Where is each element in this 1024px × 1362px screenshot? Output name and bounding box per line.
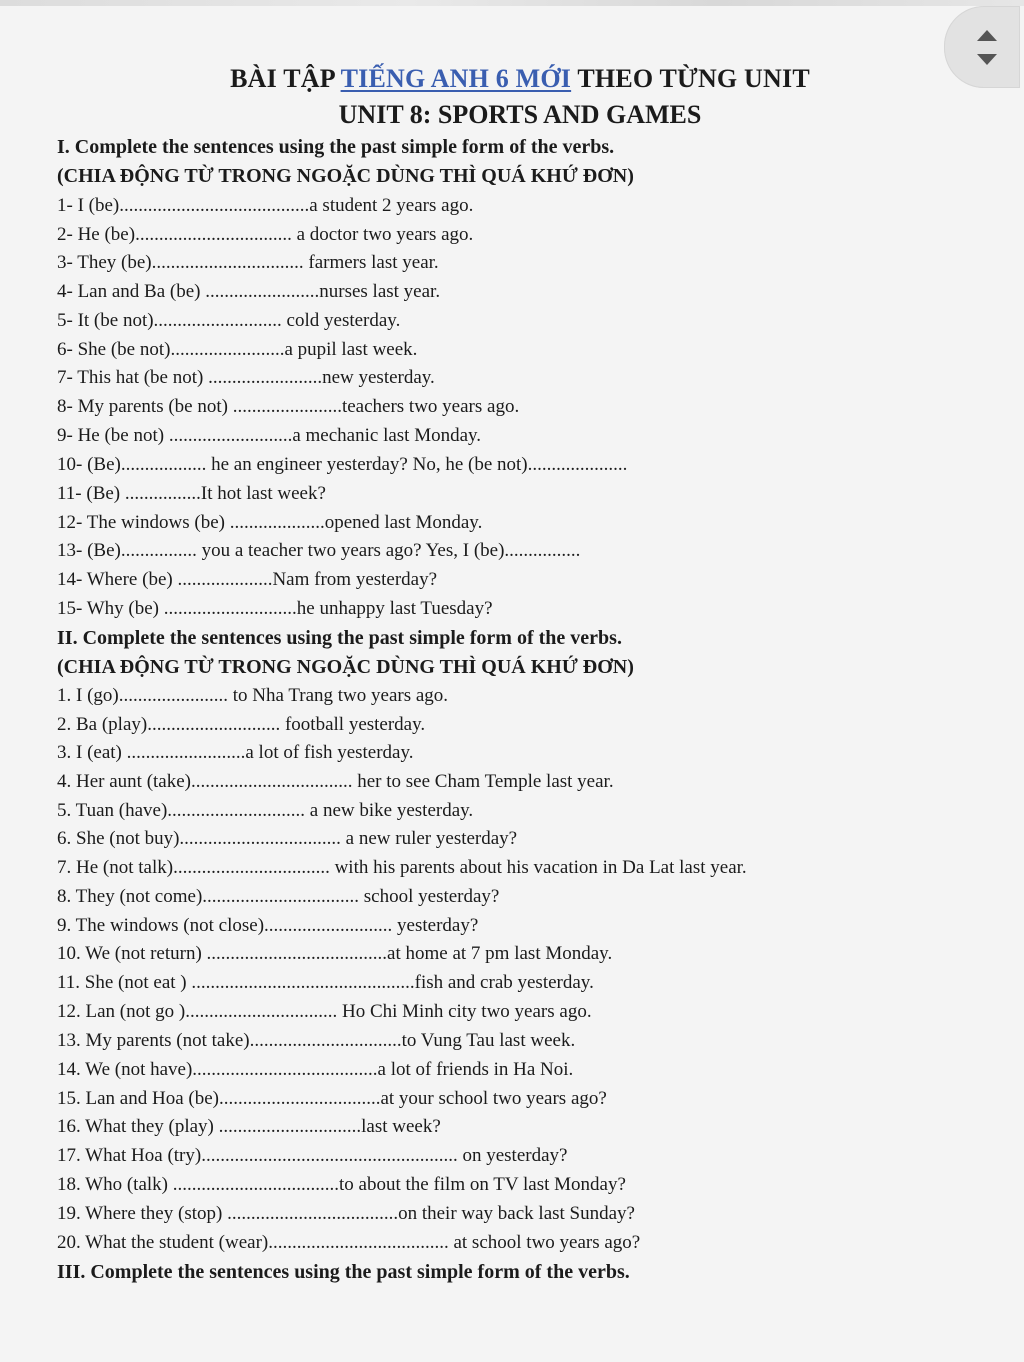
exercise-2-item: 7. He (not talk)................................. with his parents about his vacation in Da Lat last year. — [57, 857, 747, 878]
exercise-2-item: 19. Where they (stop) ....................................on their way back last Sunday? — [57, 1203, 635, 1224]
exercise-1-item: 15- Why (be) ............................he unhappy last Tuesday? — [57, 598, 493, 619]
exercise-2-item: 9. The windows (not close)........................... yesterday? — [57, 915, 479, 936]
section-2-heading: II. Complete the sentences using the past simple form of the verbs. — [57, 627, 622, 649]
exercise-2-item: 12. Lan (not go )................................ Ho Chi Minh city two years ago. — [57, 1001, 592, 1022]
exercise-1-item: 13- (Be)................ you a teacher two years ago? Yes, I (be)................ — [57, 540, 581, 561]
exercise-1-item: 7- This hat (be not) ........................new yesterday. — [57, 367, 435, 388]
title-suffix: THEO TỪNG UNIT — [571, 64, 810, 93]
exercise-2-item: 4. Her aunt (take).................................. her to see Cham Temple last year. — [57, 771, 614, 792]
exercise-2-item: 16. What they (play) ..............................last week? — [57, 1116, 441, 1137]
section-1-heading-vi: (CHIA ĐỘNG TỪ TRONG NGOẶC DÙNG THÌ QUÁ KHỨ ĐƠN) — [57, 165, 634, 187]
exercise-2-item: 8. They (not come)................................. school yesterday? — [57, 886, 500, 907]
exercise-1-item: 2- He (be)................................. a doctor two years ago. — [57, 224, 474, 245]
section-1-heading: I. Complete the sentences using the past simple form of the verbs. — [57, 136, 615, 158]
exercise-1-item: 3- They (be)................................ farmers last year. — [57, 252, 439, 273]
exercise-1-item: 9- He (be not) ..........................a mechanic last Monday. — [57, 425, 482, 446]
exercise-2-item: 2. Ba (play)............................ football yesterday. — [57, 714, 426, 735]
exercise-2-item: 3. I (eat) .........................a lot of fish yesterday. — [57, 742, 414, 763]
exercise-2-item: 11. She (not eat ) ...............................................fish and crab yesterday. — [57, 972, 594, 993]
exercise-1-item: 6- She (be not)........................a pupil last week. — [57, 339, 418, 360]
exercise-2-item: 15. Lan and Hoa (be)..................................at your school two years ago? — [57, 1088, 607, 1109]
exercise-2-item: 14. We (not have).......................................a lot of friends in Ha Noi. — [57, 1059, 574, 1080]
exercise-2-item: 5. Tuan (have)............................. a new bike yesterday. — [57, 800, 474, 821]
scroll-up-arrow-icon[interactable] — [977, 30, 997, 41]
exercise-1-item: 4- Lan and Ba (be) ........................nurses last year. — [57, 281, 441, 302]
exercise-2-item: 13. My parents (not take)................................to Vung Tau last week. — [57, 1030, 576, 1051]
exercise-2-item: 18. Who (talk) ...................................to about the film on TV last Monday? — [57, 1174, 626, 1195]
section-3-heading: III. Complete the sentences using the past simple form of the verbs. — [57, 1261, 630, 1283]
top-edge-strip — [0, 0, 1024, 6]
exercise-2-item: 17. What Hoa (try)...................................................... on yesterday? — [57, 1145, 568, 1166]
exercise-2-item: 6. She (not buy).................................. a new ruler yesterday? — [57, 828, 518, 849]
title-prefix: BÀI TẬP — [230, 64, 341, 93]
exercise-1-item: 10- (Be).................. he an engineer yesterday? No, he (be not)..................... — [57, 454, 628, 475]
title-link[interactable]: TIẾNG ANH 6 MỚI — [340, 64, 572, 93]
exercise-2-item: 10. We (not return) ......................................at home at 7 pm last Monday. — [57, 943, 613, 964]
exercise-1-item: 1- I (be)........................................a student 2 years ago. — [57, 195, 474, 216]
exercise-2-item: 1. I (go)....................... to Nha Trang two years ago. — [57, 685, 449, 706]
section-2-heading-vi: (CHIA ĐỘNG TỪ TRONG NGOẶC DÙNG THÌ QUÁ KHỨ ĐƠN) — [57, 656, 634, 678]
unit-subtitle: UNIT 8: SPORTS AND GAMES — [338, 100, 702, 129]
exercise-2-item: 20. What the student (wear)...................................... at school two years ago? — [57, 1232, 641, 1253]
exercise-1-item: 5- It (be not)........................... cold yesterday. — [57, 310, 401, 331]
exercise-1-item: 12- The windows (be) ....................opened last Monday. — [57, 512, 483, 533]
document-title — [0, 64, 1024, 94]
exercise-1-item: 8- My parents (be not) .......................teachers two years ago. — [57, 396, 520, 417]
exercise-1-item: 14- Where (be) ....................Nam from yesterday? — [57, 569, 438, 590]
exercise-1-item: 11- (Be) ................It hot last week? — [57, 483, 326, 504]
